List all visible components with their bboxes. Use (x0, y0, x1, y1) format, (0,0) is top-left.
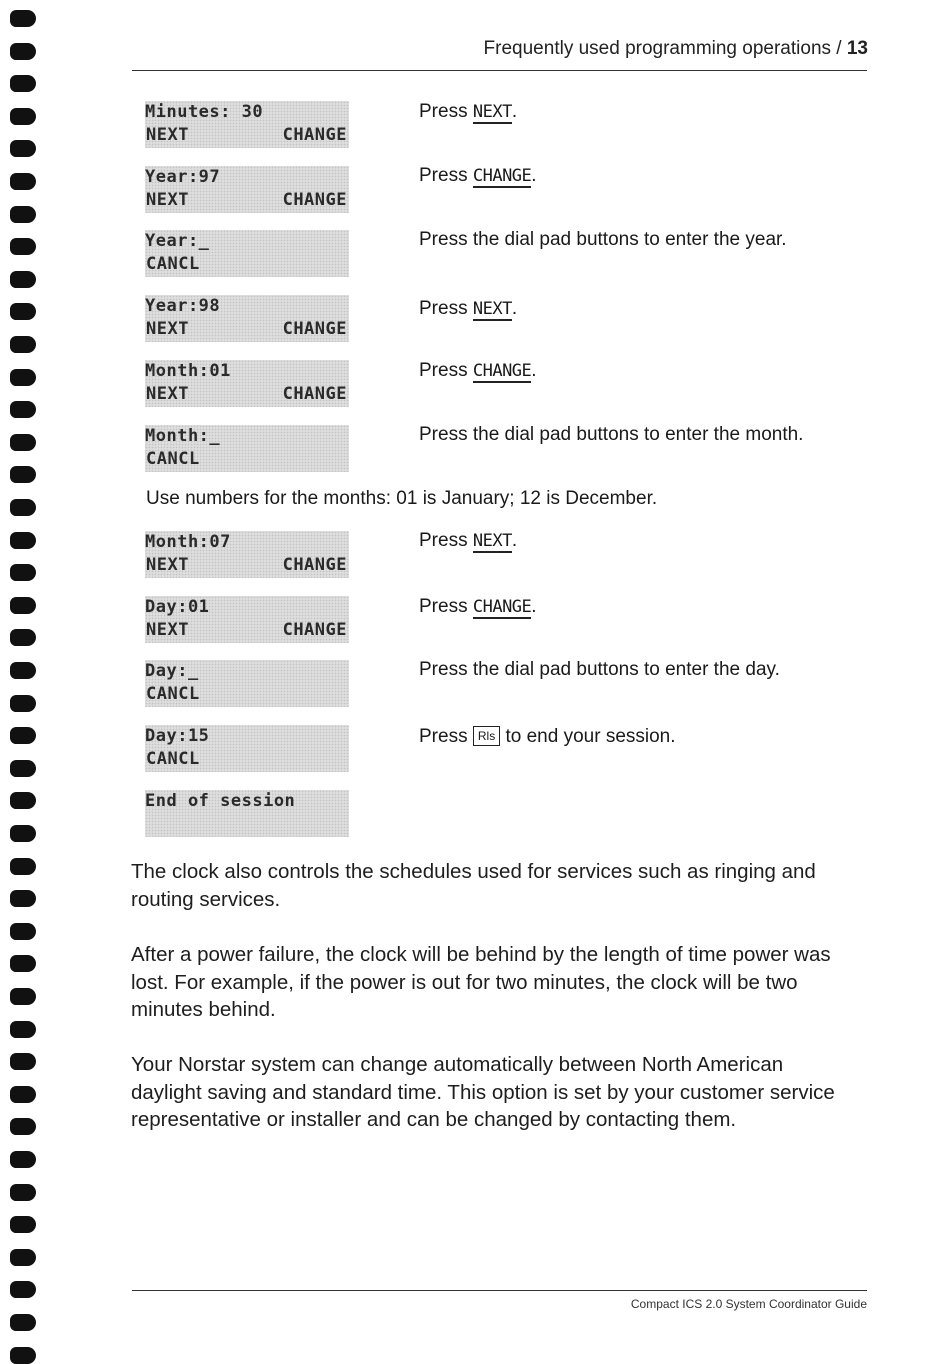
release-key-icon: Rls (473, 726, 500, 746)
lcd-line-1: Day:_ (145, 661, 199, 681)
lcd-display (145, 166, 349, 213)
instruction (419, 229, 787, 251)
binding-ring (10, 1184, 36, 1201)
binding-ring (10, 1281, 36, 1298)
binding-ring (10, 108, 36, 125)
header-rule (132, 70, 867, 71)
binding-ring (10, 1053, 36, 1070)
instruction-suffix: . (511, 530, 518, 551)
binding-ring (10, 173, 36, 190)
binding-ring (10, 532, 36, 549)
lcd-softkey-left: NEXT (146, 190, 189, 210)
body-paragraph: After a power failure, the clock will be behind by the length of time power was lost. For example, if the power is out for two minutes, the clock will be two minutes behind. (131, 943, 831, 1021)
instruction-text: Press (419, 530, 473, 551)
binding-ring (10, 1216, 36, 1233)
lcd-line-1: Day:15 (145, 726, 210, 746)
softkey-label: CHANGE (472, 361, 532, 381)
instruction-text: Press (419, 726, 473, 747)
instruction (419, 298, 517, 320)
lcd-line-1: Month:07 (145, 532, 231, 552)
binding-ring (10, 662, 36, 679)
lcd-display (145, 425, 349, 472)
instruction-text: Press (419, 360, 473, 381)
binding-ring (10, 238, 36, 255)
lcd-softkey-right: CHANGE (282, 190, 347, 210)
instruction-suffix: . (511, 101, 518, 122)
instruction-suffix: . (531, 165, 537, 186)
months-note: Use numbers for the months: 01 is January; 12 is December. (146, 488, 658, 509)
binding-ring (10, 43, 36, 60)
lcd-softkey-left: NEXT (146, 319, 189, 339)
instruction-text: Press the dial pad buttons to enter the year. (419, 229, 787, 250)
binding-ring (10, 825, 36, 842)
binding-ring (10, 858, 36, 875)
binding-ring (10, 760, 36, 777)
instruction-text: Press (419, 298, 473, 319)
lcd-softkey-right: CHANGE (282, 620, 347, 640)
lcd-display (145, 360, 349, 407)
lcd-line-1: End of session (145, 791, 296, 811)
lcd-softkey-left: CANCL (146, 254, 200, 274)
body-paragraph: Your Norstar system can change automatically between North American daylight saving and standard time. This option is set by your customer service representative or installer and can be changed by contacting them. (131, 1053, 835, 1131)
binding-ring (10, 629, 36, 646)
binding-ring (10, 1118, 36, 1135)
lcd-display (145, 596, 349, 643)
instruction-text: Press the dial pad buttons to enter the month. (419, 424, 804, 445)
binding-ring (10, 597, 36, 614)
binding-ring (10, 336, 36, 353)
instruction (419, 165, 537, 187)
lcd-softkey-right: CHANGE (282, 125, 347, 145)
lcd-display (145, 660, 349, 707)
lcd-line-1: Year:97 (145, 167, 221, 187)
softkey-label: NEXT (472, 102, 512, 122)
binding-ring (10, 10, 36, 27)
binding-ring (10, 890, 36, 907)
lcd-display (145, 725, 349, 772)
binding-ring (10, 727, 36, 744)
instruction (419, 726, 676, 748)
lcd-display (145, 101, 349, 148)
spiral-binding (0, 0, 40, 1364)
binding-ring (10, 271, 36, 288)
binding-ring (10, 695, 36, 712)
lcd-softkey-left: NEXT (146, 125, 189, 145)
lcd-line-1: Year:_ (145, 231, 210, 251)
lcd-softkey-left: CANCL (146, 749, 200, 769)
binding-ring (10, 1249, 36, 1266)
binding-ring (10, 1347, 36, 1364)
lcd-softkey-right: CHANGE (282, 555, 347, 575)
lcd-softkey-right: CHANGE (282, 319, 347, 339)
lcd-line-1: Month:_ (145, 426, 221, 446)
binding-ring (10, 923, 36, 940)
instruction (419, 424, 803, 446)
binding-ring (10, 75, 36, 92)
binding-ring (10, 1021, 36, 1038)
lcd-softkey-left: NEXT (146, 384, 189, 404)
instruction (419, 530, 517, 552)
binding-ring (10, 369, 36, 386)
lcd-display (145, 295, 349, 342)
body-paragraph: The clock also controls the schedules used for services such as ringing and routing services. (131, 860, 816, 911)
header-title: Frequently used programming operations / (483, 38, 847, 59)
binding-ring (10, 988, 36, 1005)
instruction-text: Press (419, 596, 473, 617)
binding-ring (10, 434, 36, 451)
footer-rule (132, 1290, 867, 1291)
lcd-softkey-left: NEXT (146, 555, 189, 575)
instruction (419, 596, 537, 618)
binding-ring (10, 955, 36, 972)
binding-ring (10, 1151, 36, 1168)
softkey-label: CHANGE (472, 166, 532, 186)
lcd-display (145, 790, 349, 837)
lcd-display (145, 531, 349, 578)
page-number: 13 (846, 38, 868, 59)
page-header (484, 38, 868, 60)
instruction-suffix: . (531, 360, 537, 381)
binding-ring (10, 792, 36, 809)
lcd-softkey-left: NEXT (146, 620, 189, 640)
binding-ring (10, 1314, 36, 1331)
instruction-suffix: to end your session. (500, 726, 676, 747)
lcd-display (145, 230, 349, 277)
softkey-label: CHANGE (472, 597, 532, 617)
binding-ring (10, 401, 36, 418)
binding-ring (10, 466, 36, 483)
instruction (419, 101, 517, 123)
softkey-label: NEXT (472, 299, 512, 319)
instruction (419, 360, 537, 382)
lcd-line-1: Month:01 (145, 361, 231, 381)
binding-ring (10, 140, 36, 157)
lcd-softkey-left: CANCL (146, 684, 200, 704)
lcd-softkey-right: CHANGE (282, 384, 347, 404)
binding-ring (10, 206, 36, 223)
softkey-label: NEXT (472, 531, 512, 551)
lcd-softkey-left: CANCL (146, 449, 200, 469)
page-footer: Compact ICS 2.0 System Coordinator Guide (630, 1297, 867, 1311)
binding-ring (10, 564, 36, 581)
instruction-suffix: . (531, 596, 537, 617)
lcd-line-1: Day:01 (145, 597, 210, 617)
binding-ring (10, 1086, 36, 1103)
instruction-text: Press (419, 101, 473, 122)
binding-ring (10, 499, 36, 516)
instruction-suffix: . (511, 298, 518, 319)
lcd-line-1: Year:98 (145, 296, 221, 316)
binding-ring (10, 303, 36, 320)
lcd-line-1: Minutes: 30 (145, 102, 264, 122)
instruction-text: Press (419, 165, 473, 186)
instruction (419, 659, 780, 681)
instruction-text: Press the dial pad buttons to enter the day. (419, 659, 780, 680)
